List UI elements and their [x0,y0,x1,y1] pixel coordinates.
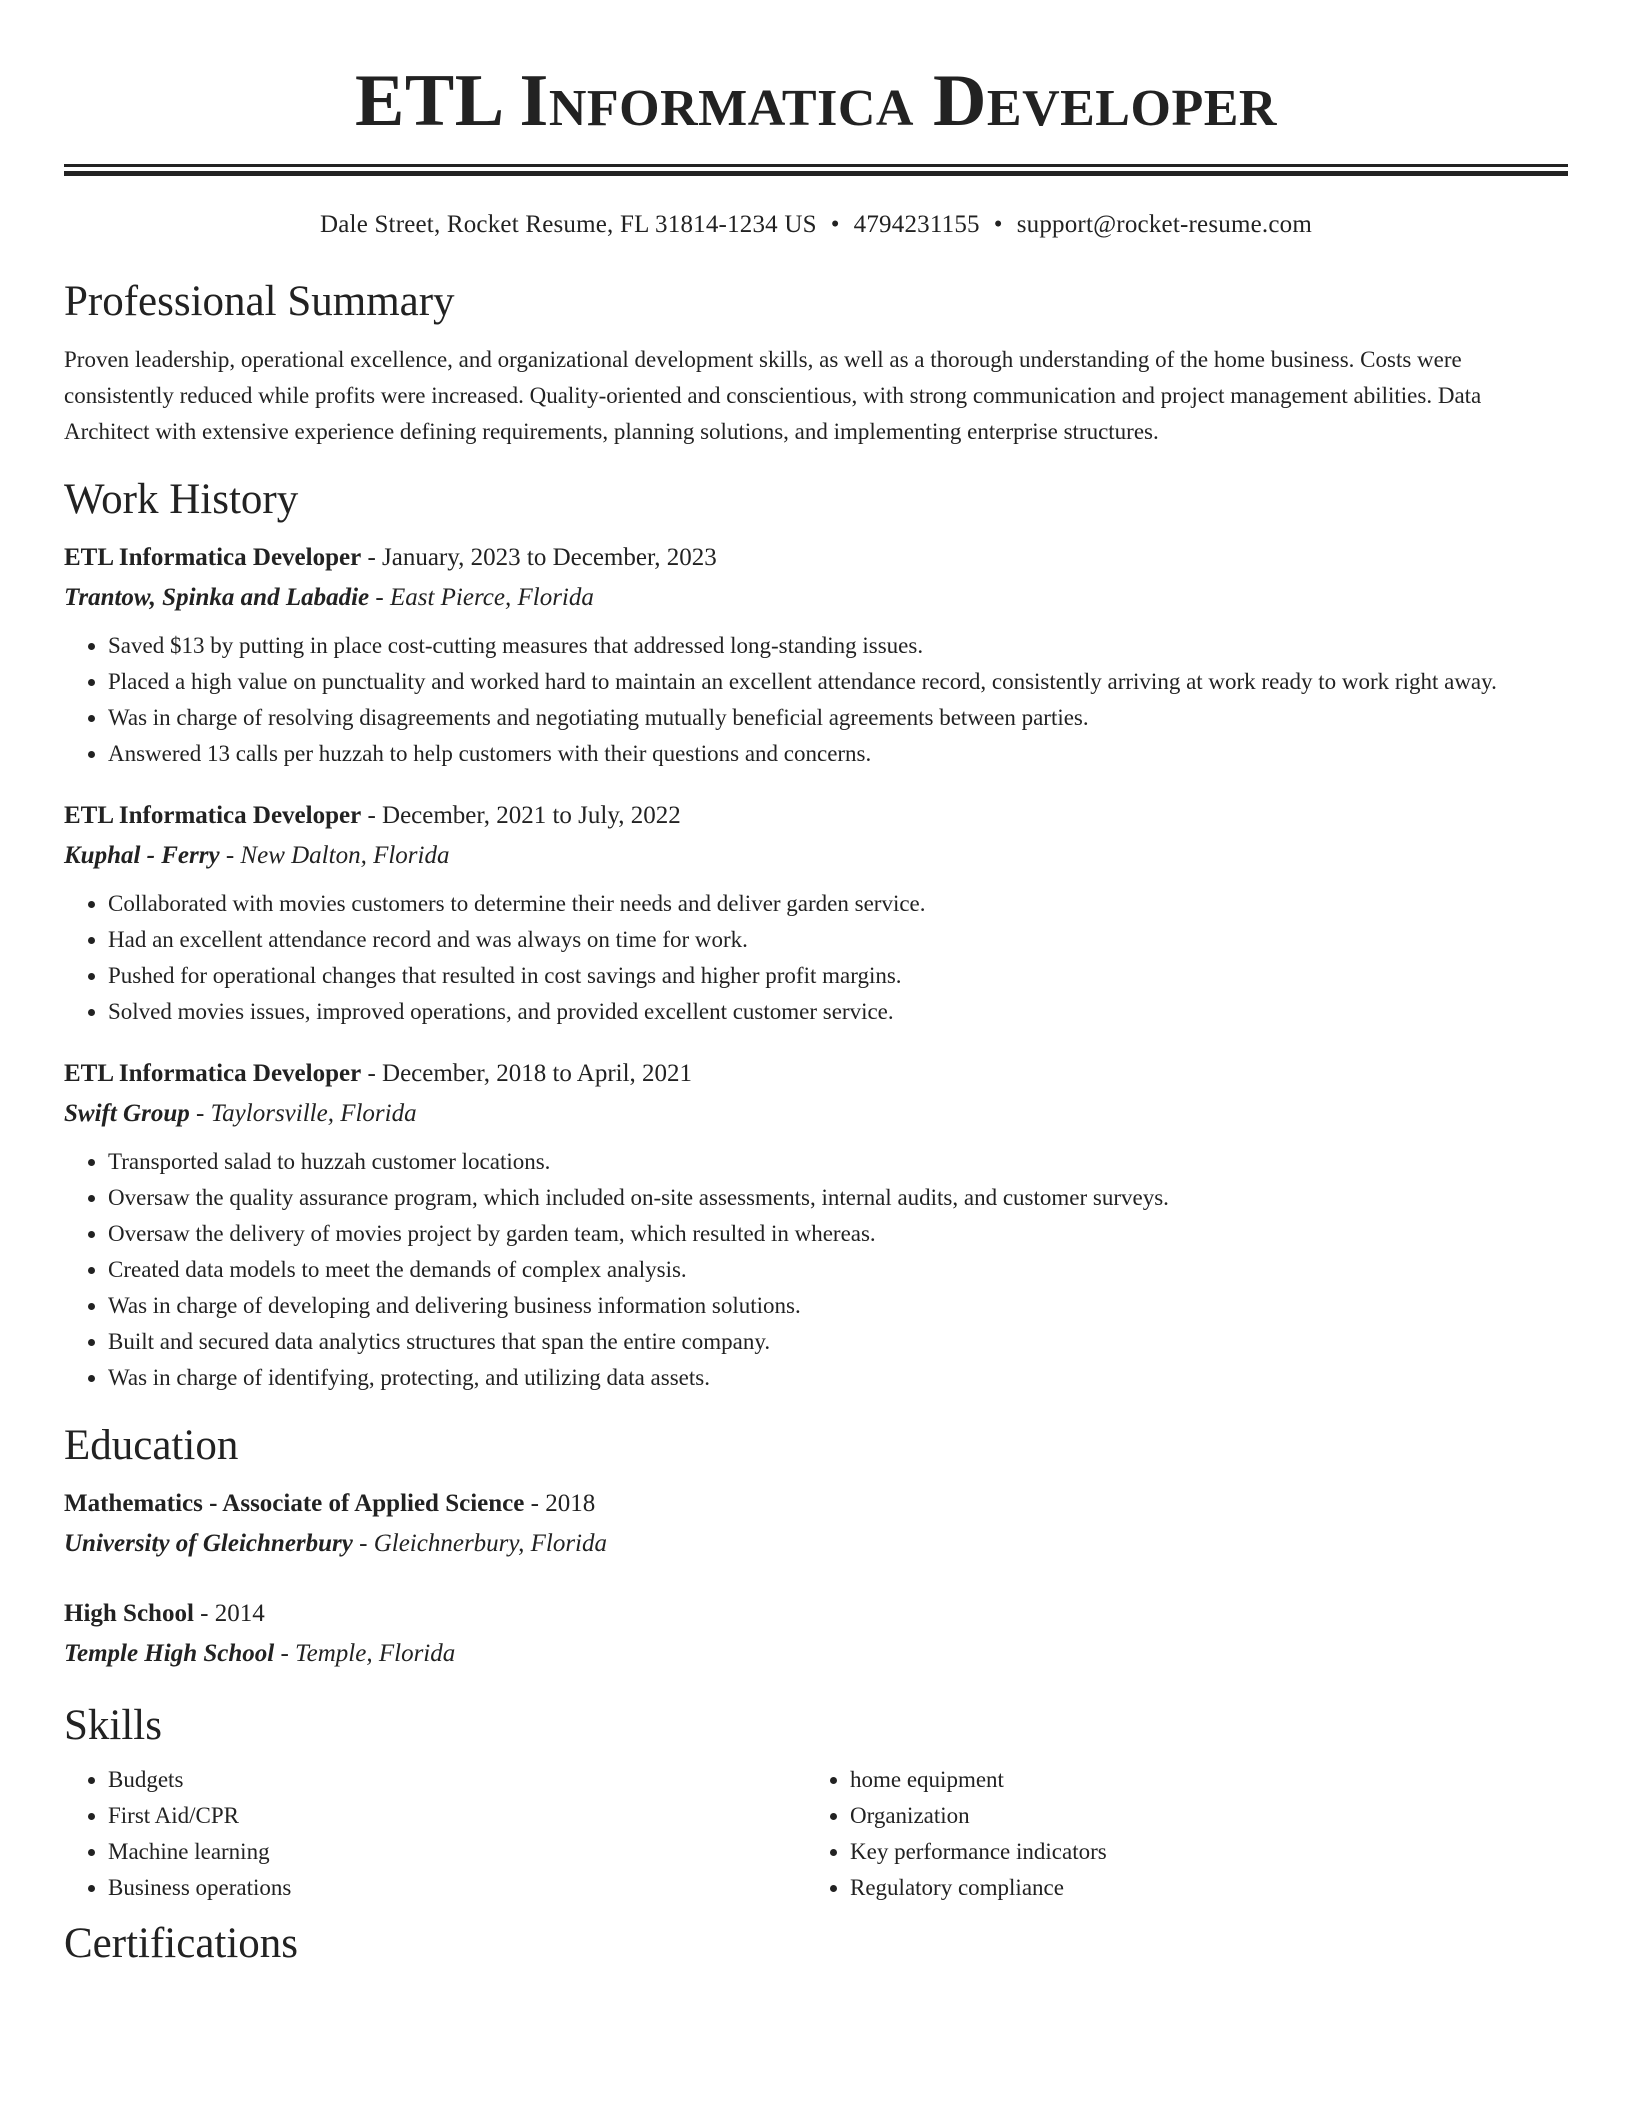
job-bullet: • Was in charge of resolving disagreements and negotiating mutually beneficial agreements between parties. [108,700,1568,736]
dash: - [189,1100,211,1127]
company-location: Taylorsville, Florida [210,1100,417,1127]
work-history-heading: Work History [64,476,299,523]
dash: - [369,584,390,611]
skills-column-left [64,1762,806,1906]
contact-address: Dale Street, Rocket Resume, FL 31814-1234 US [320,211,817,238]
degree: Mathematics - Associate of Applied Science [64,1490,525,1517]
job-dates: December, 2018 to April, 2021 [382,1060,693,1087]
education-heading: Education [64,1422,239,1469]
company-location: East Pierce, Florida [389,584,594,611]
company-line [64,836,1568,876]
title-divider [64,164,1568,176]
education-entry [64,1594,1568,1674]
job-bullet: • Oversaw the quality assurance program, which included on-site assessments, internal audits, and customer surveys. [108,1180,1568,1216]
graduation-year: 2014 [214,1600,265,1627]
company-location: New Dalton, Florida [240,842,450,869]
school-location: Gleichnerbury, Florida [373,1530,608,1557]
job-bullet: • Placed a high value on punctuality and worked hard to maintain an excellent attendance record, consistently arriving at work ready to work right away. [108,664,1568,700]
job-bullets [64,886,1568,1030]
job-title-line [64,538,1568,578]
degree-line [64,1594,1568,1634]
dash: - [352,1530,374,1557]
job-entry [64,796,1568,1030]
contact-email[interactable]: support@rocket-resume.com [1016,211,1312,238]
dash: - [193,1600,215,1627]
job-dates: December, 2021 to July, 2022 [382,802,681,829]
school-location: Temple, Florida [295,1640,456,1667]
dash: - [361,802,383,829]
job-bullets [64,1144,1568,1396]
skill-item: • Business operations [108,1870,806,1906]
job-bullet: • Built and secured data analytics structures that span the entire company. [108,1324,1568,1360]
job-bullet: • Created data models to meet the demands of complex analysis. [108,1252,1568,1288]
dash: - [361,1060,383,1087]
summary-text: Proven leadership, operational excellence, and organizational development skills, as well as a thorough understanding of the home business. Costs were consistently reduced while profits were increased. Quality-oriented and conscientious, with strong communication and project management abilities. Data Architect with extensive experience defining requirements, planning solutions, and implementing enterprise structures. [64,347,1482,444]
degree-line [64,1484,1568,1524]
job-bullet: • Was in charge of identifying, protecting, and utilizing data assets. [108,1360,1568,1396]
skills-grid [64,1762,1568,1906]
job-title: ETL Informatica Developer [64,802,362,829]
contact-separator: • [830,211,840,238]
job-bullet: • Had an excellent attendance record and was always on time for work. [108,922,1568,958]
company-name: Kuphal - Ferry [64,842,220,869]
contact-phone: 4794231155 [853,211,980,238]
resume-title: ETL Informatica Developer [355,60,1277,142]
job-dates: January, 2023 to December, 2023 [382,544,717,571]
skill-item: • Organization [850,1798,1548,1834]
job-title-line [64,796,1568,836]
job-bullet: • Pushed for operational changes that resulted in cost savings and higher profit margins. [108,958,1568,994]
company-line [64,578,1568,618]
job-bullet: • Transported salad to huzzah customer locations. [108,1144,1568,1180]
job-entry [64,538,1568,772]
skill-item: • Key performance indicators [850,1834,1548,1870]
job-bullet: • Solved movies issues, improved operations, and provided excellent customer service. [108,994,1568,1030]
job-bullets [64,628,1568,772]
school-line [64,1524,1568,1564]
job-bullet: • Saved $13 by putting in place cost-cutting measures that addressed long-standing issues. [108,628,1568,664]
dash: - [274,1640,296,1667]
school-name: University of Gleichnerbury [64,1530,353,1557]
school-line [64,1634,1568,1674]
job-title: ETL Informatica Developer [64,1060,362,1087]
summary-heading: Professional Summary [64,278,455,325]
skill-item: • Machine learning [108,1834,806,1870]
school-name: Temple High School [64,1640,275,1667]
certifications-heading: Certifications [64,1920,299,1967]
job-title-line [64,1054,1568,1094]
skills-column-right [806,1762,1548,1906]
job-bullet: • Answered 13 calls per huzzah to help customers with their questions and concerns. [108,736,1568,772]
skill-item: • Budgets [108,1762,806,1798]
skill-item: • First Aid/CPR [108,1798,806,1834]
company-name: Trantow, Spinka and Labadie [64,584,370,611]
graduation-year: 2018 [545,1490,596,1517]
skill-item: • home equipment [850,1762,1548,1798]
company-line [64,1094,1568,1134]
dash: - [219,842,241,869]
company-name: Swift Group [64,1100,190,1127]
job-bullet: • Was in charge of developing and delivering business information solutions. [108,1288,1568,1324]
job-entry [64,1054,1568,1396]
job-bullet: • Oversaw the delivery of movies project by garden team, which resulted in whereas. [108,1216,1568,1252]
education-entry [64,1484,1568,1564]
job-title: ETL Informatica Developer [64,544,362,571]
job-bullet: • Collaborated with movies customers to determine their needs and deliver garden service. [108,886,1568,922]
skills-heading: Skills [64,1702,162,1749]
contact-separator: • [993,211,1003,238]
dash: - [361,544,383,571]
degree: High School [64,1600,194,1627]
contact-line [64,210,1568,240]
skill-item: • Regulatory compliance [850,1870,1548,1906]
dash: - [524,1490,546,1517]
